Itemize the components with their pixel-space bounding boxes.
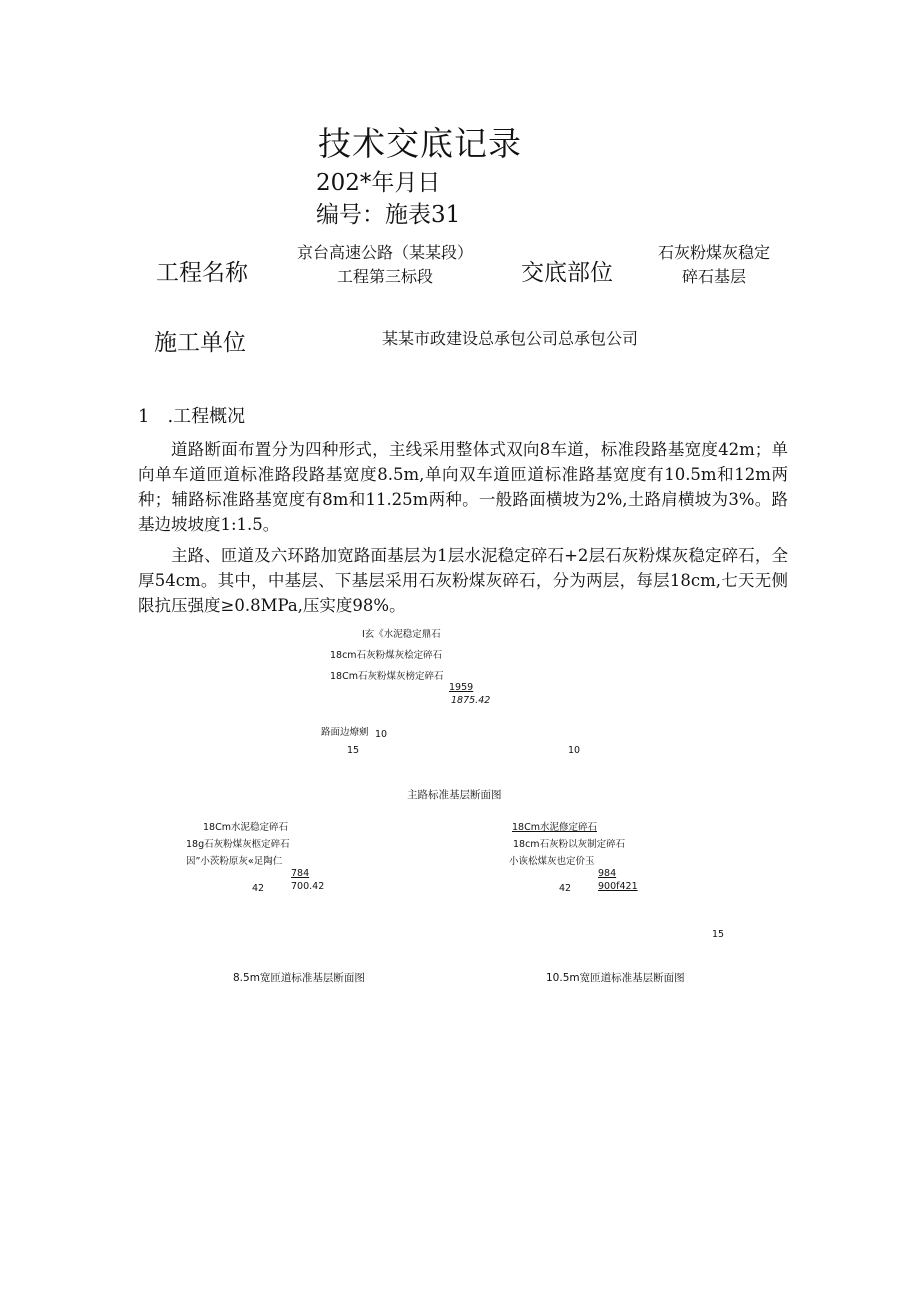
handover-part-line2: 碎石基层	[681, 267, 746, 286]
right-dim-15: 15	[712, 929, 725, 940]
overview-paragraph-2: 主路、匝道及六环路加宽路面基层为1层水泥稳定碎石+2层石灰粉煤灰稳定碎石，全厚54cm。其中，中基层、下基层采用石灰粉煤灰碎石，分为两层，每层18cm,七天无侧限抗压强度≥0.8MPa,压实度98%。	[138, 546, 788, 615]
right-dim-bottom: 900f421	[598, 881, 638, 892]
main-dim-top: 1959	[449, 682, 474, 693]
date-line: 202*年月日	[316, 170, 441, 196]
right-dim-42: 42	[559, 883, 572, 894]
project-name-line1: 京台高速公路（某某段）	[296, 243, 473, 262]
handover-part-label: 交底部位	[521, 260, 613, 286]
left-dim-42: 42	[252, 883, 265, 894]
right-dim-top: 984	[598, 868, 617, 879]
main-edge-label: 路面边燎剜	[321, 727, 369, 738]
right-layer-1-label: 18Cm水泥修定碎石	[512, 822, 597, 833]
page-title: 技术交底记录	[318, 124, 522, 163]
form-number: 编号：施表31	[316, 202, 461, 228]
main-figure-caption: 主路标准基层断面图	[407, 789, 502, 801]
main-layer-2-label: 18cm石灰粉煤灰桧定碎石	[330, 650, 443, 661]
left-dim-top: 784	[291, 868, 310, 879]
left-layer-3-label: 因”小茨粉原灰«足陶仁	[186, 856, 283, 867]
construction-unit-value: 某某市政建设总承包公司总承包公司	[382, 329, 639, 348]
project-name-value	[280, 241, 490, 289]
main-dim-10b: 10	[568, 745, 581, 756]
main-layer-3-label: 18Cm石灰粉煤灰榜定碎石	[330, 671, 444, 682]
project-name-line2: 工程第三标段	[336, 267, 433, 286]
left-layer-1-label: 18Cm水泥稳定碎石	[203, 822, 288, 833]
handover-part-line1: 石灰粉煤灰稳定	[657, 243, 770, 262]
left-layer-2-label: 18g石灰粉煤灰柩定碎石	[186, 839, 290, 850]
construction-unit-label: 施工单位	[154, 330, 246, 356]
right-layer-3-label: 小诙松煤灰也定价玉	[509, 856, 595, 867]
overview-paragraph-1: 道路断面布置分为四种形式，主线采用整体式双向8车道，标准段路基宽度42m；单向单车道匝道标准路段路基宽度8.5m,单向双车道匝道标准路基宽度有10.5m和12m两种；辅路标准路基宽度有8m和11.25m两种。一般路面横坡为2%,土路肩横坡为3%。路基边坡坡度1:1.5。	[138, 440, 788, 534]
section-heading: 1 .工程概况	[138, 406, 246, 427]
main-dim-10a: 10	[375, 729, 388, 740]
handover-part-value	[648, 241, 780, 289]
main-layer-1-label: I玄《水泥稳定鼎石	[362, 629, 441, 640]
left-figure-caption: 8.5m宽匝道标准基层断面图	[233, 972, 365, 984]
main-dim-15: 15	[347, 745, 360, 756]
left-dim-bottom: 700.42	[291, 881, 325, 892]
main-dim-bottom: 1875.42	[451, 695, 491, 706]
right-layer-2-label: 18cm石灰粉以灰制定碎石	[513, 839, 626, 850]
right-figure-caption: 10.5m宽匝道标准基层断面图	[546, 972, 685, 984]
project-name-label: 工程名称	[156, 260, 248, 286]
